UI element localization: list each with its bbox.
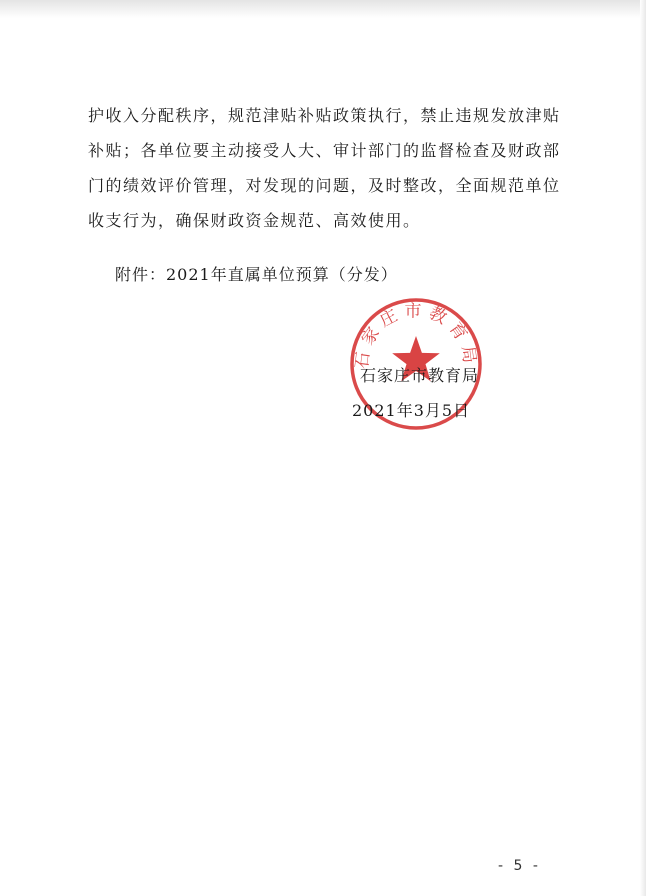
body-line: 门的绩效评价管理，对发现的问题，及时整改，全面规范单位	[88, 176, 561, 195]
attachment-note: 附件：2021年直属单位预算（分发）	[115, 265, 398, 284]
body-line: 护收入分配秩序，规范津贴补贴政策执行，禁止违规发放津贴	[88, 106, 561, 125]
page-number: - 5 -	[498, 858, 541, 874]
signature-org: 石家庄市教育局	[360, 366, 480, 385]
scan-edge-top	[0, 0, 646, 18]
seal-arc-text: 石家庄市教育局	[352, 301, 480, 371]
body-paragraph	[88, 98, 568, 238]
body-line: 补贴；各单位要主动接受人大、审计部门的监督检查及财政部	[88, 141, 561, 160]
scan-edge-right	[640, 0, 646, 896]
body-line: 收支行为，确保财政资金规范、高效使用。	[88, 211, 421, 230]
signature-date: 2021年3月5日	[352, 401, 471, 420]
